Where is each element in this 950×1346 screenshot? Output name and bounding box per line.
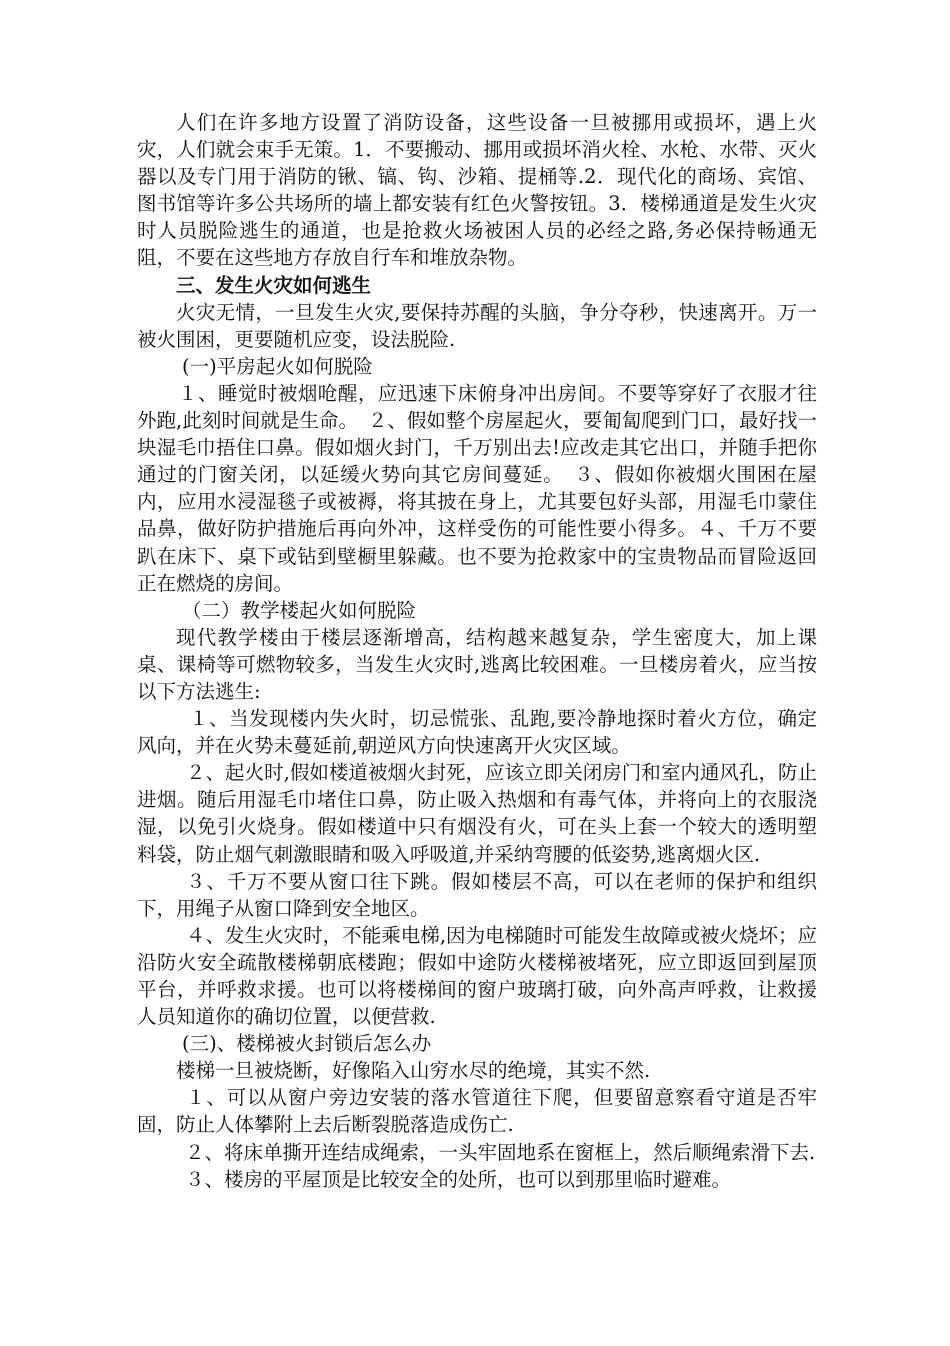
paragraph-stairs-intro: 楼梯一旦被烧断，好像陷入山穷水尽的绝境，其实不然. — [176, 1059, 651, 1083]
list-item-stairs-3: ３、楼房的平屋顶是比较安全的处所，也可以到那里临时避难。 — [185, 1167, 732, 1191]
list-item-step-4: ４、发生火灾时，不能乘电梯,因为电梯随时可能发生故障或被火烧坏；应沿防火安全疏散楼梯朝底楼跑；假如中途防火楼梯被堵死，应立即返回到屋顶平台，并呼救求援。也可以将楼梯间的窗户玻璃打破，向外高声呼救，让救援人员知道你的确切位置，以便营救. — [137, 923, 817, 1029]
subheading-bungalow-fire: (一)平房起火如何脱险 — [182, 354, 373, 378]
paragraph-school-building-intro: 现代教学楼由于楼层逐渐增高，结构越来越复杂，学生密度大，加上课桌、课椅等可燃物较多，当发生火灾时,逃离比较困难。一旦楼房着火，应当按以下方法逃生: — [137, 625, 817, 703]
subheading-school-building-fire: （二）教学楼起火如何脱险 — [182, 598, 417, 622]
list-item-stairs-2: ２、将床单撕开连结成绳索，一头牢固地系在窗框上，然后顺绳索滑下去. — [185, 1140, 816, 1164]
paragraph-fire-equipment: 人们在许多地方设置了消防设备，这些设备一旦被挪用或损坏，遇上火灾，人们就会束手无策。1．不要搬动、挪用或损坏消火栓、水枪、水带、灭火器以及专门用于消防的锹、镐、钩、沙箱、提桶等.2．现代化的商场、宾馆、图书馆等许多公共场所的墙上都安装有红色火警按钮。3．楼梯通道是发生火灾时人员脱险逃生的通道，也是抢救火场被困人员的必经之路,务必保持畅通无阻，不要在这些地方存放自行车和堆放杂物。 — [137, 111, 817, 270]
subheading-stairs-blocked: (三)、楼梯被火封锁后怎么办 — [182, 1032, 432, 1056]
section-heading-escape: 三、发生火灾如何逃生 — [176, 273, 372, 297]
document-page — [137, 109, 817, 1193]
list-item-step-2: ２、起火时,假如楼道被烟火封死，应该立即关闭房门和室内通风孔，防止进烟。随后用湿毛巾堵住口鼻，防止吸入热烟和有毒气体，并将向上的衣服浇湿，以免引火烧身。假如楼道中只有烟没有火，可在头上套一个较大的透明塑料袋，防止烟气刺激眼睛和吸入呼吸道,并采纳弯腰的低姿势,逃离烟火区. — [137, 761, 817, 866]
list-item-step-1: １、当发现楼内失火时，切忌慌张、乱跑,要冷静地探时着火方位，确定风向，并在火势未蔓延前,朝逆风方向快速离开火灾区域。 — [137, 707, 817, 758]
list-item-step-3: ３、千万不要从窗口往下跳。假如楼层不高，可以在老师的保护和组织下，用绳子从窗口降到安全地区。 — [137, 869, 817, 920]
paragraph-escape-intro: 火灾无情，一旦发生火灾,要保持苏醒的头脑，争分夺秒，快速离开。万一被火围困，更要随机应变，设法脱险. — [137, 300, 817, 351]
list-item-stairs-1: １、可以从窗户旁边安装的落水管道往下爬，但要留意察看守道是否牢固，防止人体攀附上去后断裂脱落造成伤亡. — [137, 1086, 817, 1137]
paragraph-bungalow-steps: １、睡觉时被烟呛醒，应迅速下床俯身冲出房间。不要等穿好了衣服才往外跑,此刻时间就是生命。 ２、假如整个房屋起火，要匍匐爬到门口，最好找一块湿毛巾捂住口鼻。假如烟火封门，千万别出去!应改走其它出口，并随手把你通过的门窗关闭，以延缓火势向其它房间蔓延。 ３、假如你被烟火围困在屋内，应用水浸湿毯子或被褥，将其披在身上，尤其要包好头部，用湿毛巾蒙住品鼻，做好防护措施后再向外冲，这样受伤的可能性要小得多。４、千万不要趴在床下、桌下或钻到壁橱里躲藏。也不要为抢救家中的宝贵物品而冒险返回正在燃烧的房间。 — [137, 381, 817, 595]
